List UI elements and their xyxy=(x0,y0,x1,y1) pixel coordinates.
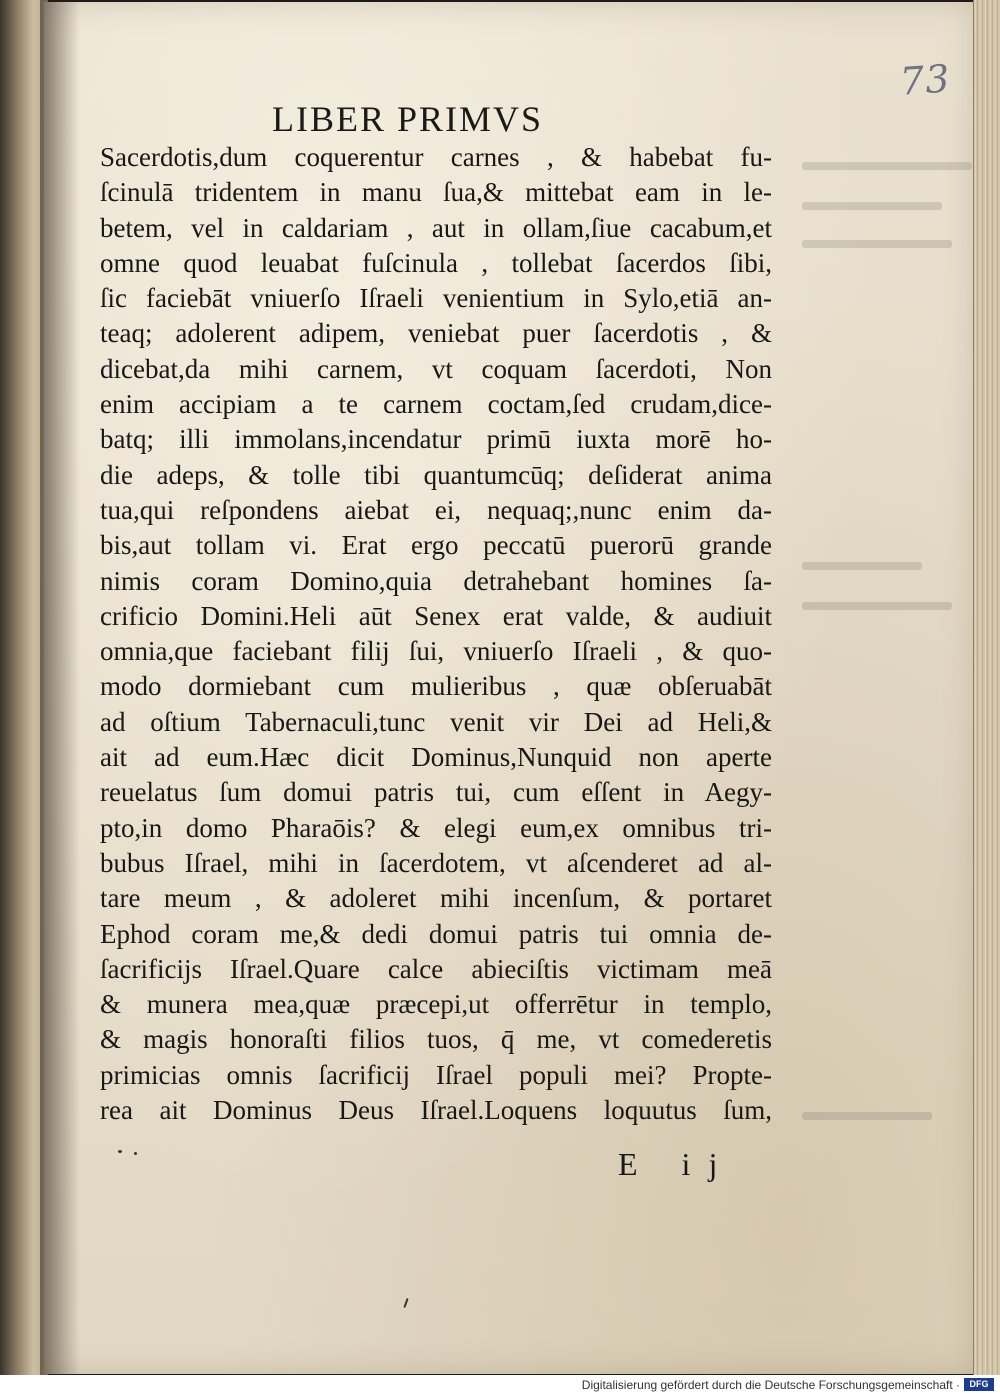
text-line: ſacrificijs Iſrael.Quare calce abieciſtis victimam meā xyxy=(100,953,772,984)
text-line: teaq; adolerent adipem, veniebat puer ſacerdotis , & xyxy=(100,318,772,349)
text-line: ſic faciebāt vniuerſo Iſraeli venientium in Sylo,etiā an- xyxy=(100,283,772,314)
text-line: tare meum , & adoleret mihi incenſum, & portaret xyxy=(100,883,772,914)
text-line: Sacerdotis,dum coquerentur carnes , & habebat fu- xyxy=(100,142,772,172)
page-stack-edge xyxy=(973,0,1000,1375)
text-line: ad oſtium Tabernaculi,tunc venit vir Dei ad Heli,& xyxy=(100,706,772,737)
text-line: Ephod coram me,& dedi domui patris tui omnia de- xyxy=(100,918,772,949)
text-line: crificio Domini.Heli aūt Senex erat valde, & audiuit xyxy=(100,600,772,631)
spine-shadow xyxy=(40,0,80,1375)
text-line: enim accipiam a te carnem coctam,ſed crudam,dice- xyxy=(100,389,772,420)
text-line: bis,aut tollam vi. Erat ergo peccatū puerorū grande xyxy=(100,530,772,561)
text-line: & magis honoraſti filios tuos, q̄ me, vt comederetis xyxy=(100,1024,772,1055)
text-line: betem, vel in caldariam , aut in ollam,ſiue cacabum,et xyxy=(100,212,772,243)
text-line: batq; illi immolans,incendatur primū iuxta morē ho- xyxy=(100,424,772,455)
text-line: dicebat,da mihi carnem, vt coquam ſacerdoti, Non xyxy=(100,353,772,384)
bleed-through-mark xyxy=(802,1112,932,1120)
text-line: reuelatus ſum domui patris tui, cum eſſent in Aegy- xyxy=(100,777,772,808)
signature-mark: E ij xyxy=(618,1146,736,1182)
text-line: omne quod leuabat fuſcinula , tollebat ſacerdos ſibi, xyxy=(100,247,772,278)
handwritten-folio-number: 73 xyxy=(898,56,952,104)
text-line: omnia,que faciebant filij ſui, vniuerſo Iſraeli , & quo- xyxy=(100,636,772,667)
text-line: ait ad eum.Hæc dicit Dominus,Nunquid non aperte xyxy=(100,742,772,773)
running-head: LIBER PRIMVS xyxy=(272,99,544,139)
bleed-through-mark xyxy=(802,240,952,248)
ink-speck xyxy=(118,1150,122,1153)
text-line: tua,qui reſpondens aiebat ei, nequaq;,nunc enim da- xyxy=(100,494,772,525)
text-line: nimis coram Domino,quia detrahebant homines ſa- xyxy=(100,565,772,596)
text-line: rea ait Dominus Deus Iſrael.Loquens loquutus ſum, xyxy=(100,1095,772,1126)
text-block xyxy=(100,140,772,1128)
text-line: die adeps, & tolle tibi quantumcūq; deſiderat anima xyxy=(100,459,772,490)
bleed-through-mark xyxy=(802,162,972,170)
bleed-through-mark xyxy=(802,202,942,210)
text-line: primicias omnis ſacrificij Iſrael populi mei? Propte- xyxy=(100,1059,772,1090)
bleed-through-mark xyxy=(802,602,952,610)
text-line: pto,in domo Pharaōis? & elegi eum,ex omnibus tri- xyxy=(100,812,772,843)
text-line: ſcinulā tridentem in manu ſua,& mittebat eam in le- xyxy=(100,177,772,208)
ink-speck xyxy=(134,1152,137,1155)
text-line: & munera mea,quæ præcepi,ut offerrētur in templo, xyxy=(100,989,772,1020)
dfg-logo: DFG xyxy=(964,1378,994,1391)
text-line: bubus Iſrael, mihi in ſacerdotem, vt aſcenderet ad al- xyxy=(100,847,772,878)
footer-credit: Digitalisierung gefördert durch die Deutsche Forschungsgemeinschaft · xyxy=(581,1378,960,1392)
bleed-through-mark xyxy=(802,562,922,570)
text-line: modo dormiebant cum mulieribus , quæ obſeruabāt xyxy=(100,671,772,702)
